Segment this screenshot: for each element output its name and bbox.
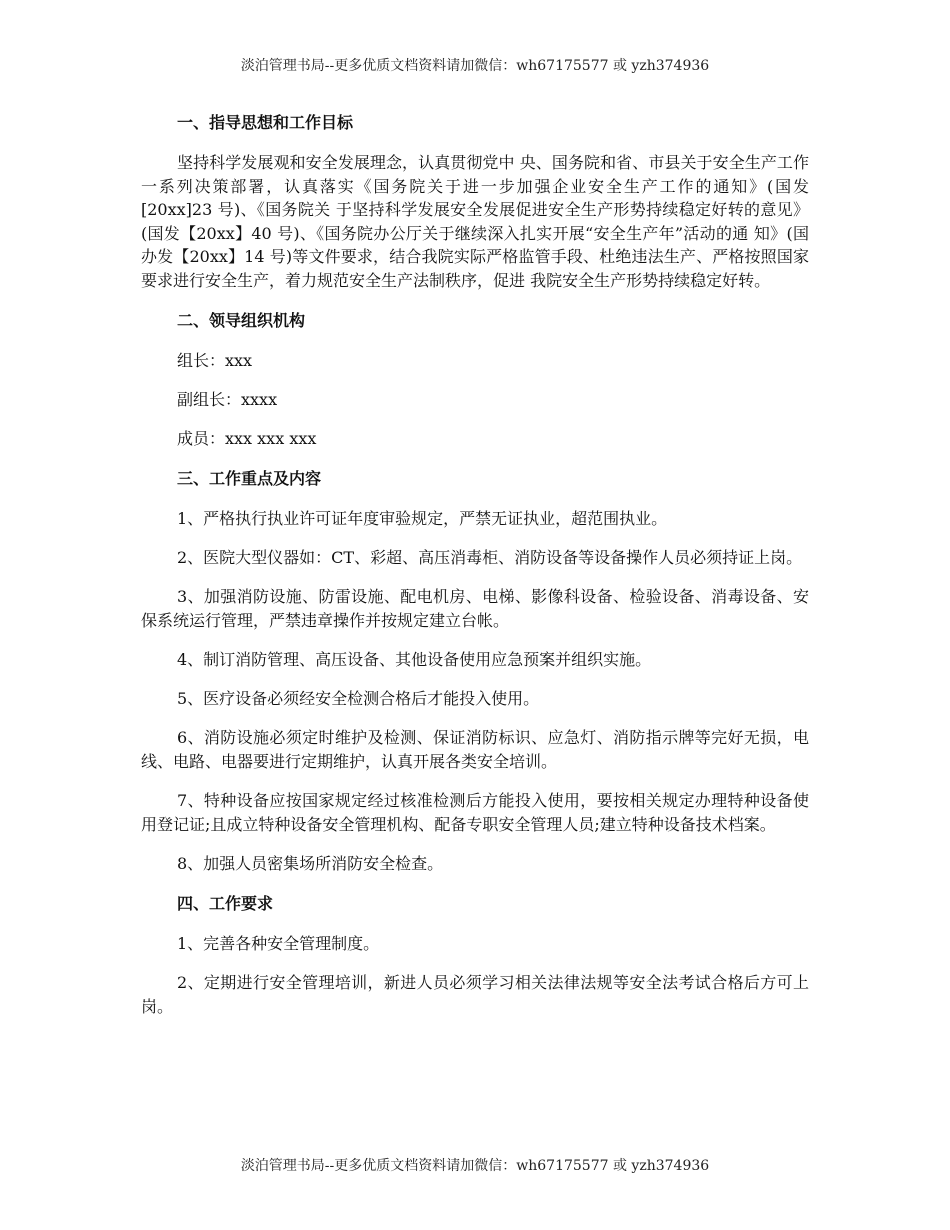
key-work-item: 1、严格执行执业许可证年度审验规定，严禁无证执业，超范围执业。 <box>177 508 668 528</box>
key-work-item: 6、消防设施必须定时维护及检测、保证消防标识、应急灯、消防指示牌等完好无损，电线、电路、电器要进行定期维护，认真开展各类安全培训。 <box>141 727 809 771</box>
section-heading-guiding-principles: 一、指导思想和工作目标 <box>177 113 354 132</box>
section-heading-key-work: 三、工作重点及内容 <box>177 468 322 488</box>
key-work-item: 2、医院大型仪器如：CT、彩超、高压消毒柜、消防设备等设备操作人员必须持证上岗。 <box>177 547 803 567</box>
section-heading-organization: 二、领导组织机构 <box>177 310 306 330</box>
deputy-group-leader: 副组长：xxxx <box>177 389 278 409</box>
page-footer: 淡泊管理书局--更多优质文档资料请加微信：wh67175577 或 yzh374936 <box>240 1158 710 1174</box>
key-work-item: 4、制订消防管理、高压设备、其他设备使用应急预案并组织实施。 <box>177 649 652 669</box>
key-work-item: 5、医疗设备必须经安全检测合格后才能投入使用。 <box>177 688 540 708</box>
key-work-item: 3、加强消防设施、防雷设施、配电机房、电梯、影像科设备、检验设备、消毒设备、安保系统运行管理，严禁违章操作并按规定建立台帐。 <box>141 586 809 630</box>
guiding-principles-paragraph: 坚持科学发展观和安全发展理念，认真贯彻党中 央、国务院和省、市县关于安全生产工作一系列决策部署，认真落实《国务院关于进一步加强企业安全生产工作的通知》(国发[20xx]23 号)、《国务院关 于坚持科学发展安全发展促进安全生产形势持续稳定好转的意见》(国发【20xx】40 号)、《国务院办公厅关于继续深入扎实开展“安全生产年”活动的通 知》(国办发【20xx】14 号)等文件要求，结合我院实际严格监管手段、杜绝违法生产、严格按照国家要求进行安全生产，着力规范安全生产法制秩序，促进 我院安全生产形势持续稳定好转。 <box>141 153 809 290</box>
key-work-item: 8、加强人员密集场所消防安全检查。 <box>177 853 444 873</box>
page-header: 淡泊管理书局--更多优质文档资料请加微信：wh67175577 或 yzh374936 <box>240 58 710 74</box>
group-members: 成员：xxx xxx xxx <box>177 428 317 448</box>
requirement-item: 1、完善各种安全管理制度。 <box>177 933 380 953</box>
group-leader: 组长：xxx <box>177 350 253 370</box>
requirement-item: 2、定期进行安全管理培训，新进人员必须学习相关法律法规等安全法考试合格后方可上岗。 <box>141 972 809 1016</box>
document-body <box>141 110 809 1034</box>
section-heading-requirements: 四、工作要求 <box>177 893 274 913</box>
key-work-item: 7、特种设备应按国家规定经过核准检测后方能投入使用，要按相关规定办理特种设备使用登记证;且成立特种设备安全管理机构、配备专职安全管理人员;建立特种设备技术档案。 <box>141 790 809 834</box>
